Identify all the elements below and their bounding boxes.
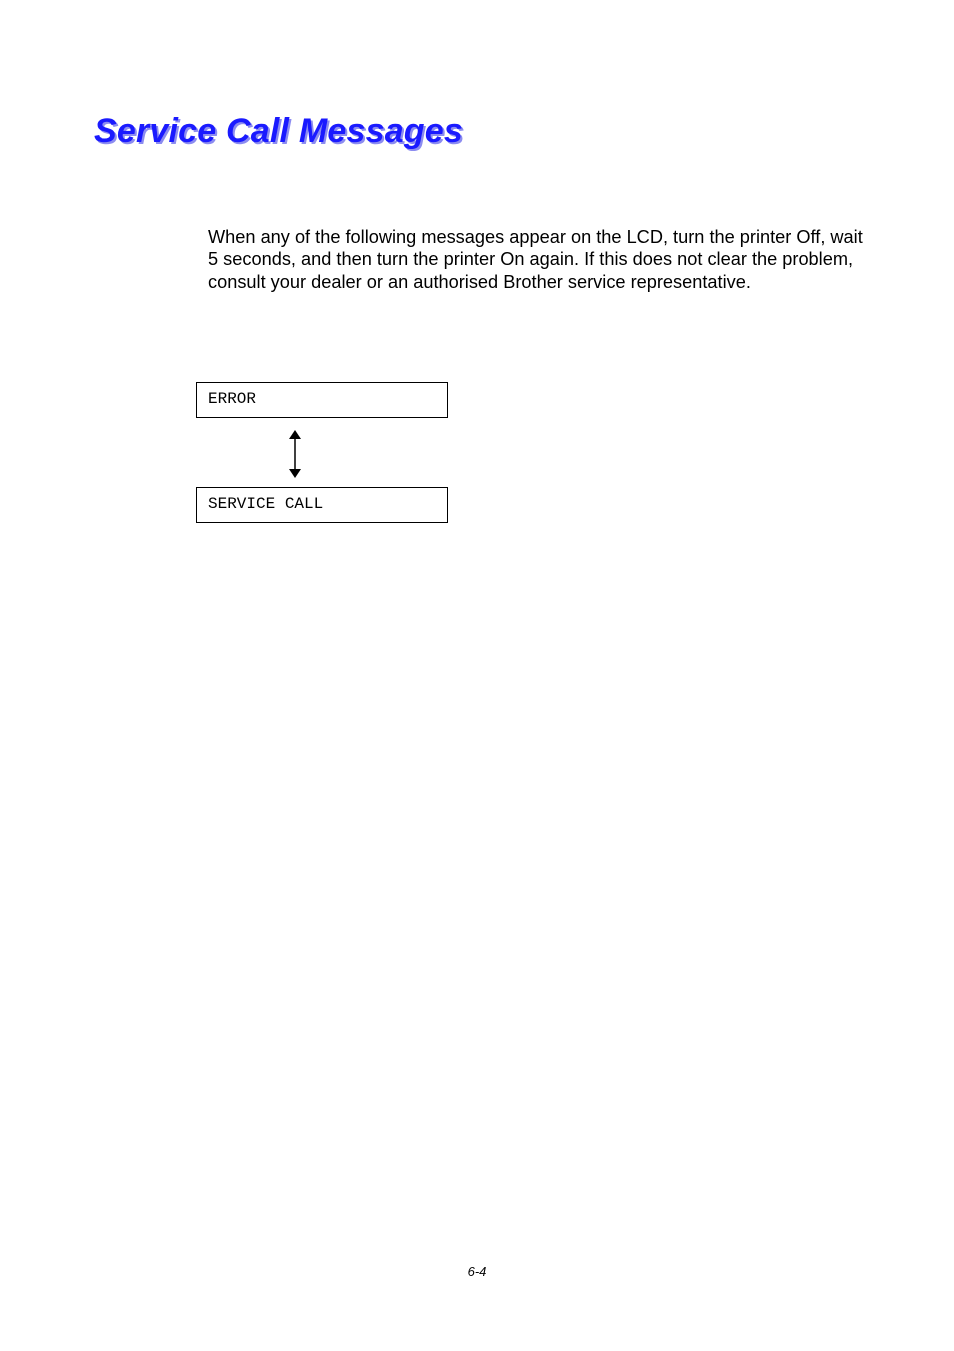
- lcd-message-error: ERROR: [196, 382, 448, 418]
- page-title: Service Call Messages: [94, 112, 463, 150]
- double-arrow-icon: [285, 429, 305, 479]
- lcd-message-service-call: SERVICE CALL: [196, 487, 448, 523]
- page-number: 6-4: [467, 1264, 487, 1279]
- intro-paragraph: When any of the following messages appear on the LCD, turn the printer Off, wait 5 seconds, and then turn the printer On again. If this does not clear the problem, consult your dealer or an authorised Brother service representative.: [208, 227, 863, 292]
